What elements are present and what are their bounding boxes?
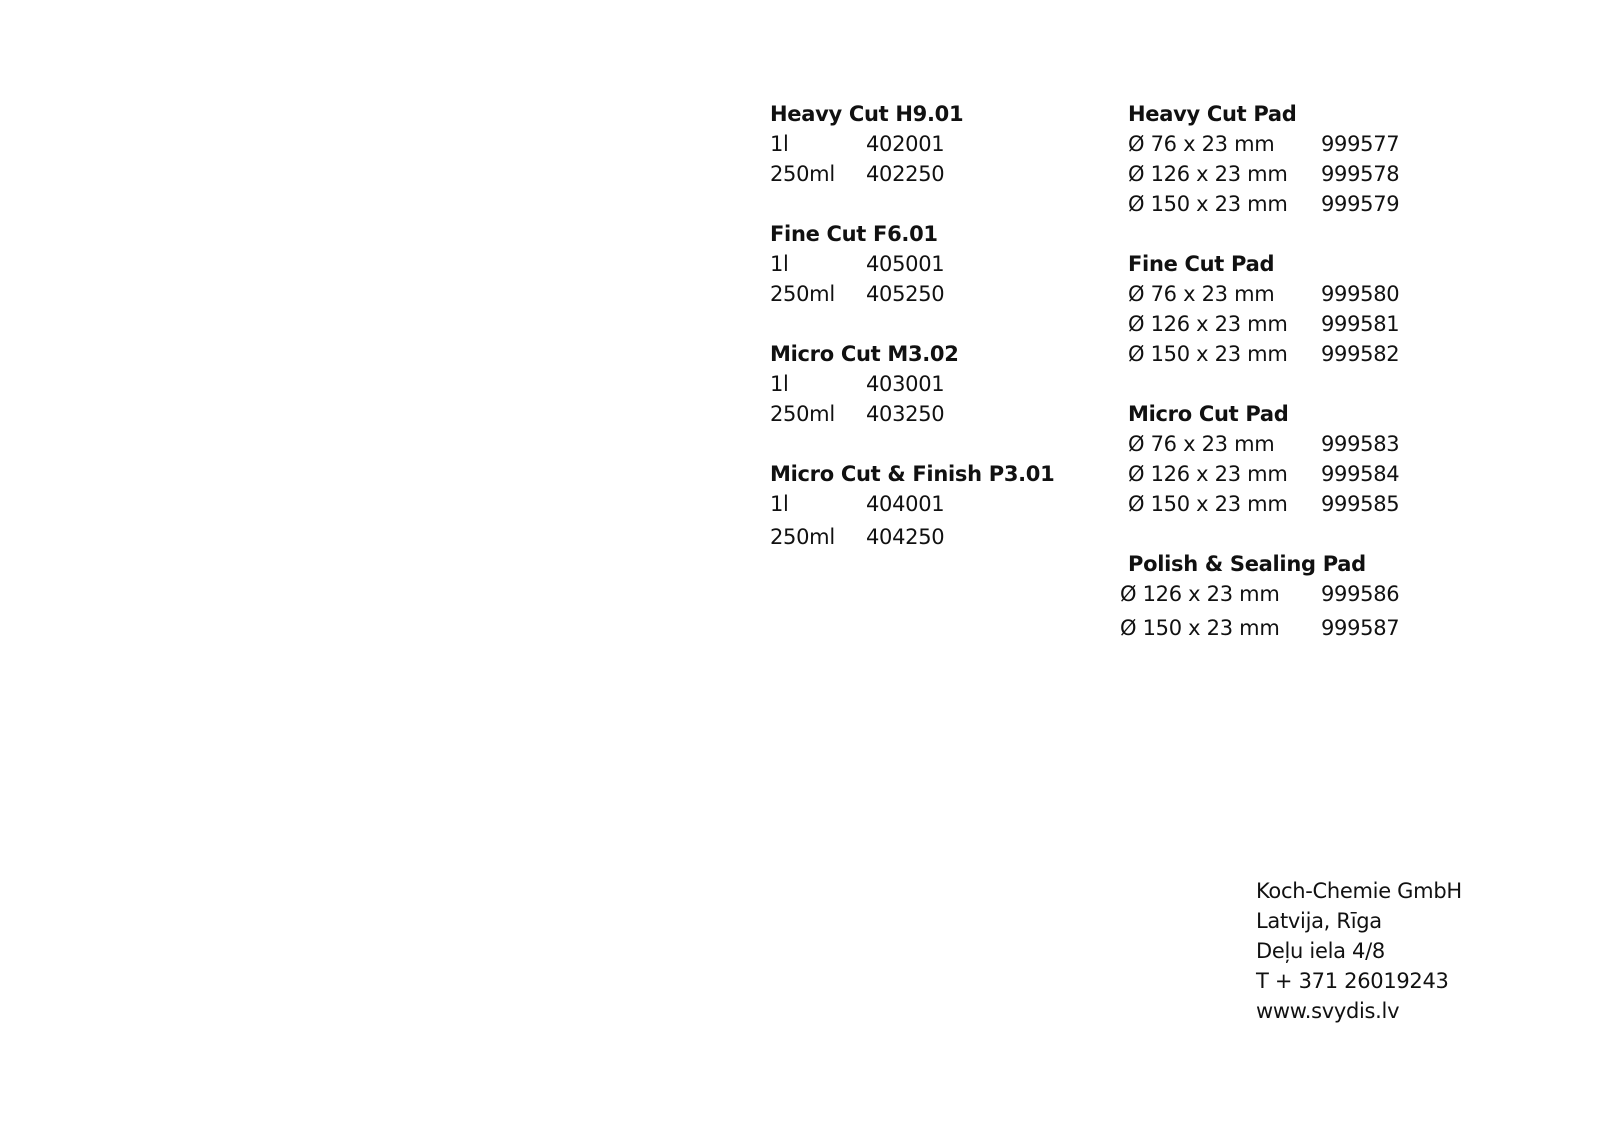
product-code: 404001 bbox=[866, 492, 945, 516]
product-size: 1l bbox=[770, 372, 789, 396]
pad-size: Ø 76 x 23 mm bbox=[1128, 132, 1275, 156]
pad-size: Ø 76 x 23 mm bbox=[1128, 432, 1275, 456]
pad-size: Ø 76 x 23 mm bbox=[1128, 282, 1275, 306]
product-row bbox=[770, 399, 1100, 429]
pad-row bbox=[1128, 279, 1448, 309]
product-row bbox=[770, 489, 1100, 519]
pad-group bbox=[1128, 99, 1448, 219]
product-group bbox=[770, 339, 1100, 429]
pad-code: 999578 bbox=[1321, 162, 1400, 186]
product-code: 403001 bbox=[866, 372, 945, 396]
product-size: 250ml bbox=[770, 162, 835, 186]
product-size: 1l bbox=[770, 252, 789, 276]
contact-block bbox=[1256, 876, 1462, 1026]
pad-row bbox=[1128, 309, 1448, 339]
pad-row bbox=[1120, 613, 1448, 643]
pad-code: 999580 bbox=[1321, 282, 1400, 306]
pad-size: Ø 150 x 23 mm bbox=[1128, 492, 1288, 516]
company-name: Koch-Chemie GmbH bbox=[1256, 879, 1462, 903]
pad-list bbox=[1120, 99, 1448, 673]
pad-code: 999586 bbox=[1321, 582, 1400, 606]
product-group bbox=[770, 459, 1100, 552]
product-row bbox=[770, 159, 1100, 189]
pad-row bbox=[1128, 339, 1448, 369]
product-code: 404250 bbox=[866, 525, 945, 549]
pad-title: Fine Cut Pad bbox=[1128, 252, 1275, 276]
pad-size: Ø 126 x 23 mm bbox=[1128, 462, 1288, 486]
pad-code: 999587 bbox=[1321, 616, 1400, 640]
product-title: Micro Cut M3.02 bbox=[770, 342, 959, 366]
pad-title: Micro Cut Pad bbox=[1128, 402, 1289, 426]
product-code: 403250 bbox=[866, 402, 945, 426]
phone-number: T + 371 26019243 bbox=[1256, 969, 1449, 993]
product-size: 250ml bbox=[770, 525, 835, 549]
product-group bbox=[770, 219, 1100, 309]
product-group bbox=[770, 99, 1100, 189]
pad-size: Ø 126 x 23 mm bbox=[1128, 162, 1288, 186]
product-row bbox=[770, 522, 1100, 552]
pad-code: 999577 bbox=[1321, 132, 1400, 156]
pad-row bbox=[1128, 459, 1448, 489]
pad-code: 999581 bbox=[1321, 312, 1400, 336]
product-row bbox=[770, 279, 1100, 309]
pad-row bbox=[1128, 129, 1448, 159]
product-title: Fine Cut F6.01 bbox=[770, 222, 938, 246]
product-row bbox=[770, 129, 1100, 159]
pad-code: 999585 bbox=[1321, 492, 1400, 516]
product-size: 1l bbox=[770, 132, 789, 156]
pad-code: 999582 bbox=[1321, 342, 1400, 366]
pad-row bbox=[1128, 429, 1448, 459]
product-code: 405001 bbox=[866, 252, 945, 276]
pad-code: 999584 bbox=[1321, 462, 1400, 486]
pad-size: Ø 150 x 23 mm bbox=[1128, 192, 1288, 216]
website-link: www.svydis.lv bbox=[1256, 999, 1400, 1023]
location-line: Latvija, Rīga bbox=[1256, 909, 1382, 933]
pad-size: Ø 150 x 23 mm bbox=[1120, 616, 1280, 640]
pad-group bbox=[1128, 399, 1448, 519]
product-size: 250ml bbox=[770, 402, 835, 426]
pad-code: 999579 bbox=[1321, 192, 1400, 216]
pad-title: Polish & Sealing Pad bbox=[1128, 552, 1366, 576]
product-code: 405250 bbox=[866, 282, 945, 306]
pad-size: Ø 126 x 23 mm bbox=[1128, 312, 1288, 336]
product-title: Heavy Cut H9.01 bbox=[770, 102, 964, 126]
pad-code: 999583 bbox=[1321, 432, 1400, 456]
pad-size: Ø 126 x 23 mm bbox=[1120, 582, 1280, 606]
pad-row bbox=[1128, 189, 1448, 219]
product-row bbox=[770, 249, 1100, 279]
pad-row bbox=[1128, 489, 1448, 519]
product-title: Micro Cut & Finish P3.01 bbox=[770, 462, 1055, 486]
pad-group bbox=[1128, 249, 1448, 369]
product-row bbox=[770, 369, 1100, 399]
product-code: 402001 bbox=[866, 132, 945, 156]
product-size: 250ml bbox=[770, 282, 835, 306]
pad-row bbox=[1128, 159, 1448, 189]
pad-group bbox=[1120, 549, 1448, 643]
compound-list bbox=[770, 99, 1100, 582]
pad-title: Heavy Cut Pad bbox=[1128, 102, 1297, 126]
street-address: Deļu iela 4/8 bbox=[1256, 939, 1385, 963]
product-size: 1l bbox=[770, 492, 789, 516]
product-code: 402250 bbox=[866, 162, 945, 186]
pad-size: Ø 150 x 23 mm bbox=[1128, 342, 1288, 366]
pad-row bbox=[1120, 579, 1448, 609]
